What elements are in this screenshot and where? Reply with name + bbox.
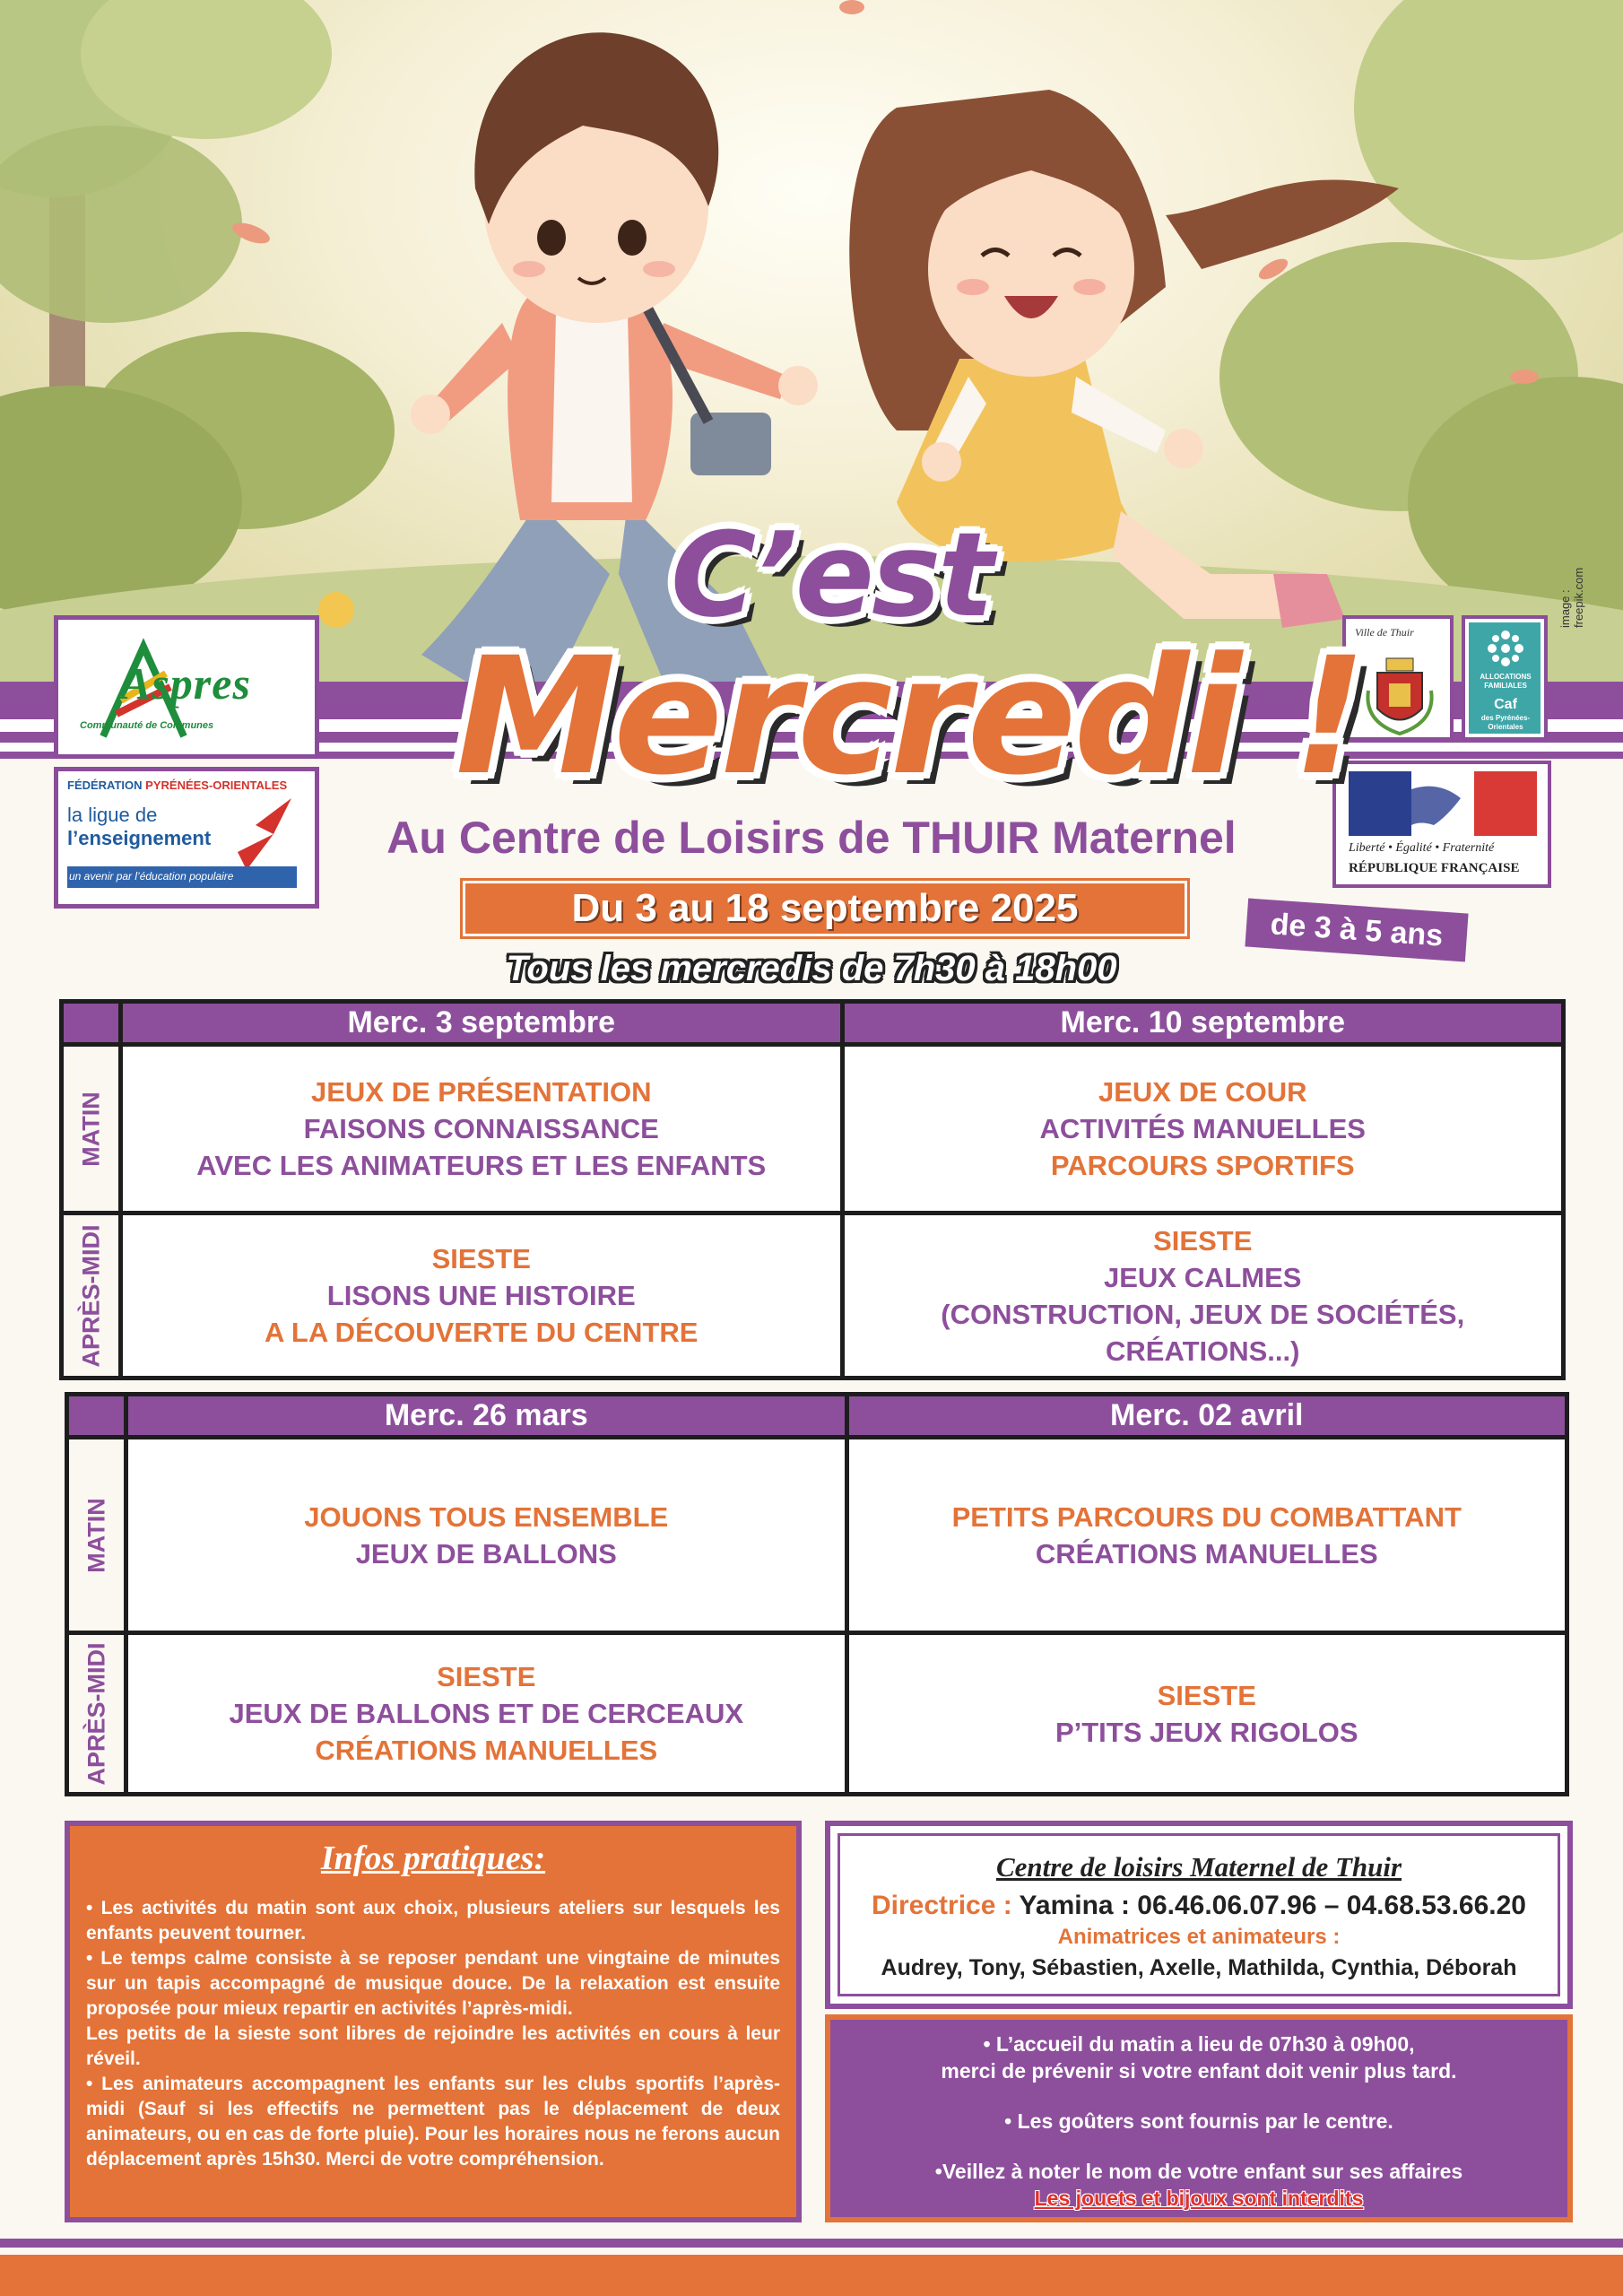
infos-paragraph: • Le temps calme consiste à se reposer pendant une vingtaine de minutes sur un tapis accompagné de musique douce. De la relaxation est ensuite proposée pour mieux repartir en activités l’après-midi. (86, 1948, 780, 2019)
note-line: • Les goûters sont fournis par le centre. (1004, 2109, 1393, 2133)
day-header: Merc. 26 mars (126, 1395, 847, 1438)
day-header: Merc. 10 septembre (842, 1002, 1564, 1045)
caf-line3: Caf (1494, 697, 1517, 712)
row-label-cell (62, 1045, 121, 1213)
row-label-morning: MATIN (82, 1497, 109, 1573)
morning-row (62, 1045, 1564, 1213)
activity-line: SIESTE (1157, 1679, 1256, 1711)
title-line2: Mercredi ! (456, 623, 1364, 811)
infos-title: Infos pratiques: (320, 1839, 546, 1877)
table-corner (67, 1395, 126, 1438)
rf-motto: Liberté • Égalité • Fraternité (1349, 841, 1495, 855)
age-badge: de 3 à 5 ans (1245, 898, 1468, 961)
schedule-header-row (62, 1002, 1564, 1045)
note-line: • L’accueil du matin a lieu de 07h30 à 09h00, (983, 2032, 1415, 2056)
activity-cell (846, 1438, 1567, 1633)
aspres-logo (54, 615, 319, 759)
caf-snowflake-icon (1487, 630, 1524, 667)
activity-cell (126, 1633, 847, 1795)
staff-names: Audrey, Tony, Sébastien, Axelle, Mathilda, Cynthia, Déborah (881, 1955, 1517, 1980)
activity-line: PARCOURS SPORTIFS (1050, 1150, 1355, 1181)
activity-cell (842, 1045, 1564, 1213)
caf-text (1469, 673, 1542, 732)
schedule-table-2 (65, 1392, 1569, 1796)
activity-line: P’TITS JEUX RIGOLOS (1055, 1716, 1358, 1748)
activity-cell (846, 1633, 1567, 1795)
activity-cell (121, 1213, 843, 1378)
thuir-coat-of-arms (1364, 646, 1436, 735)
activity-line: A LA DÉCOUVERTE DU CENTRE (265, 1317, 699, 1348)
dates-banner: Du 3 au 18 septembre 2025 (463, 881, 1187, 936)
activity-line: JEUX DE BALLONS ET DE CERCEAUX (229, 1698, 744, 1729)
activity-line: JEUX DE COUR (1098, 1076, 1307, 1108)
activity-line: SIESTE (437, 1661, 536, 1692)
note-warning: Les jouets et bijoux sont interdits (1034, 2187, 1364, 2210)
caf-logo (1462, 615, 1548, 741)
day-header: Merc. 02 avril (846, 1395, 1567, 1438)
table-corner (62, 1002, 121, 1045)
activity-cell (842, 1213, 1564, 1378)
note-line: merci de prévenir si votre enfant doit venir plus tard. (941, 2059, 1457, 2083)
activity-line: (CONSTRUCTION, JEUX DE SOCIÉTÉS, CRÉATIONS...) (941, 1298, 1465, 1367)
row-label-cell (67, 1633, 126, 1795)
subtitle: Au Centre de Loisirs de THUIR Maternel (386, 813, 1237, 863)
footer-stripe-purple (0, 2239, 1623, 2248)
activity-cell (126, 1438, 847, 1633)
staff-label: Animatrices et animateurs : (1057, 1925, 1341, 1949)
row-label-afternoon: APRÈS-MIDI (77, 1223, 104, 1368)
infos-paragraph: Les petits de la sieste sont libres de rejoindre les activités en cours à leur réveil. (86, 2023, 780, 2069)
schedule-header-row (67, 1395, 1567, 1438)
director-line (830, 1891, 1567, 1921)
row-label-cell (62, 1213, 121, 1378)
thuir-label: Ville de Thuir (1355, 626, 1414, 639)
notes-box (825, 2014, 1573, 2222)
activity-line: JEUX DE BALLONS (355, 1537, 617, 1570)
schedule-table-1 (59, 999, 1566, 1380)
activity-cell (121, 1045, 843, 1213)
director-label: Directrice : (872, 1891, 1012, 1920)
row-label-afternoon: APRÈS-MIDI (82, 1641, 109, 1786)
activity-line: CRÉATIONS MANUELLES (1035, 1537, 1378, 1570)
title-line1: C’est (671, 507, 992, 643)
activity-line: JEUX DE PRÉSENTATION (310, 1076, 652, 1108)
row-label-cell (67, 1438, 126, 1633)
activity-line: CRÉATIONS MANUELLES (315, 1735, 658, 1766)
activity-line: JEUX CALMES (1104, 1261, 1302, 1293)
rf-name: RÉPUBLIQUE FRANÇAISE (1349, 861, 1520, 875)
note-line: •Veillez à noter le nom de votre enfant sur ses affaires (934, 2160, 1463, 2183)
row-label-morning: MATIN (77, 1091, 104, 1167)
aspres-subtitle: Communauté de Communes (80, 720, 214, 731)
day-header: Merc. 3 septembre (121, 1002, 843, 1045)
infos-pratiques-box (65, 1821, 802, 2222)
ligue-region: PYRÉNÉES-ORIENTALES (145, 778, 288, 792)
image-credit: image : freepik.com (1558, 567, 1585, 628)
contact-title: Centre de loisirs Maternel de Thuir (995, 1851, 1402, 1883)
ligue-tagline: un avenir par l’éducation populaire (69, 870, 234, 883)
activity-line: FAISONS CONNAISSANCE (303, 1113, 659, 1144)
contact-box (825, 1821, 1573, 2009)
opening-hours: Tous les mercredis de 7h30 à 18h00 (506, 949, 1117, 988)
footer-stripe-orange (0, 2255, 1623, 2296)
morning-row (67, 1438, 1567, 1633)
caf-line1: ALLOCATIONS (1480, 673, 1532, 681)
caf-line2: FAMILIALES (1484, 682, 1527, 690)
director-value: Yamina : 06.46.06.07.96 – 04.68.53.66.20 (1019, 1891, 1526, 1920)
aspres-title: Aspres (121, 658, 251, 709)
ligue-federation-label: FÉDÉRATION (67, 778, 143, 792)
infos-paragraph: • Les animateurs accompagnent les enfants sur les clubs sportifs l’après-midi (Sauf si les effectifs ne permettent pas le déplacement de deux animateurs, ou en cas de forte pluie). Pour les horaires nous ne ferons aucun déplacement après 15h30. Merci de votre compréhension. (86, 2074, 780, 2170)
activity-line: SIESTE (1153, 1224, 1253, 1257)
activity-line: LISONS UNE HISTOIRE (326, 1280, 636, 1311)
activity-line: PETITS PARCOURS DU COMBATTANT (951, 1500, 1462, 1533)
caf-line4: des Pyrénées-Orientales (1480, 714, 1531, 731)
activity-line: AVEC LES ANIMATEURS ET LES ENFANTS (196, 1150, 767, 1181)
activity-line: ACTIVITÉS MANUELLES (1039, 1113, 1366, 1144)
ligue-federation (67, 778, 287, 792)
activity-line: JOUONS TOUS ENSEMBLE (304, 1500, 669, 1533)
activity-line: SIESTE (431, 1243, 531, 1274)
ligue-name-line2: l’enseignement (67, 827, 212, 849)
ligue-name-line1: la ligue de (67, 804, 158, 826)
infos-paragraph: • Les activités du matin sont aux choix, plusieurs ateliers sur lesquels les enfants peuvent tourner. (86, 1898, 780, 1944)
afternoon-row (67, 1633, 1567, 1795)
afternoon-row (62, 1213, 1564, 1378)
